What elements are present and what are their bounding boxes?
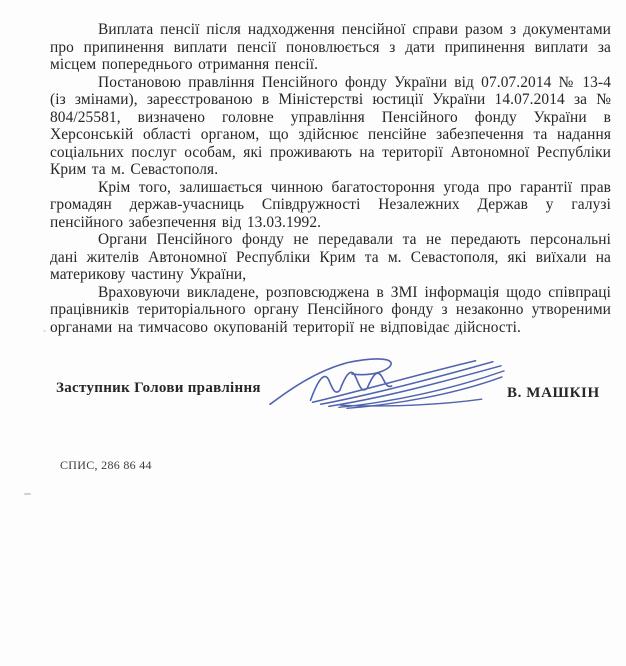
signatory-title: Заступник Голови правління: [56, 380, 261, 396]
paragraph-cis-agreement: Крім того, залишається чинною багатостороння угода про гарантії прав громадян держав-учасниць Співдружності Незалежних Держав у галузі пенсійного забезпечення від 13.03.1992.: [50, 178, 611, 231]
paragraph-resolution-13-4: Постановою правління Пенсійного фонду України від 07.07.2014 № 13-4 (із змінами), зареєстрованою в Міністерстві юстиції України 14.07.2014 за № 804/25581, визначено головне управління Пенсійного фонду України в Херсонській області органом, що здійснює пенсійне забезпечення та надання соціальних послуг особам, які проживають на території Автономної Республіки Крим та м. Севастополя.: [50, 73, 611, 178]
paragraph-personal-data: Органи Пенсійного фонду не передавали та не передають персональні дані жителів Автономної Республіки Крим та м. Севастополя, які виїхали на материкову частину України,: [50, 231, 611, 283]
scan-artifact: [43, 330, 46, 332]
handwritten-signature: [268, 352, 506, 410]
scan-artifact: [24, 493, 31, 495]
paragraph-media-refutation: Враховуючи викладене, розповсюджена в ЗМІ інформація щодо співпраці працівників територіального органу Пенсійного фонду з незаконно утвореними органами на тимчасово окупованій території не відповідає дійсності.: [50, 283, 611, 336]
paragraph-pension-resumption: Виплата пенсії після надходження пенсійної справи разом з документами про припинення виплати пенсії поновлюється з дати припинення виплати за місцем попереднього отримання пенсії.: [50, 21, 611, 73]
signature-stroke: [313, 361, 476, 403]
signatory-name: В. МАШКІН: [507, 385, 600, 401]
reference-note: СПИС, 286 86 44: [60, 458, 152, 472]
letter-body: [50, 21, 611, 336]
